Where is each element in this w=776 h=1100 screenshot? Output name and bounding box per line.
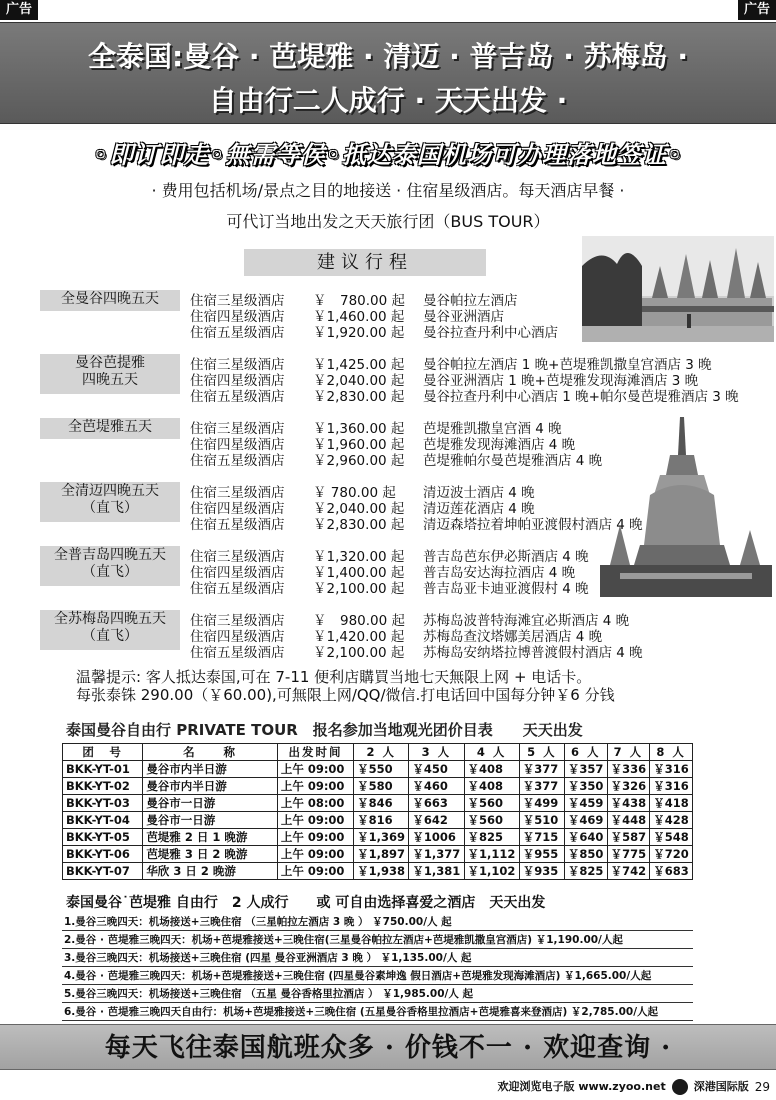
table-cell: ￥1,381 — [409, 863, 464, 880]
table-cell: ￥720 — [650, 846, 693, 863]
banner-line-2: 自由行二人成行 · 天天出发 · — [208, 84, 568, 117]
table-cell: ￥377 — [519, 761, 564, 778]
package-row: 住宿三星级酒店 ￥1,360.00 起 芭堤雅凯撒皇宫酒 4 晚 — [190, 421, 562, 437]
table-cell: ￥580 — [354, 778, 409, 795]
ad-tag-left: 广告 — [0, 0, 38, 20]
table-cell: ￥742 — [607, 863, 650, 880]
table-cell: 曼谷市一日游 — [143, 795, 278, 812]
package-rows-chiangmai — [190, 485, 643, 533]
package-name: 全苏梅岛四晚五天 — [54, 611, 166, 627]
table-cell: ￥1,102 — [464, 863, 519, 880]
table-cell: ￥642 — [409, 812, 464, 829]
table-cell: BKK-YT-05 — [63, 829, 143, 846]
table-row — [63, 863, 693, 880]
selection-title: 泰国曼谷˙芭堤雅 自由行 2 人成行 或 可自由选择喜爱之酒店 天天出发 — [66, 895, 546, 911]
package-row: 住宿五星级酒店 ￥2,830.00 起 曼谷拉查丹利中心酒店 1 晚+帕尔曼芭堤雅酒店 3 晚 — [190, 389, 739, 405]
table-row — [63, 829, 693, 846]
table-cell: BKK-YT-03 — [63, 795, 143, 812]
table-cell: BKK-YT-02 — [63, 778, 143, 795]
option-line-2: 2.曼谷 · 芭堤雅三晚四天：机场+芭堤雅接送+三晚住宿(三星曼谷帕拉左酒店+芭堤雅凯撒皇宫酒店) ￥1,190.00/人起 — [62, 932, 693, 949]
slogan: ◦即订即走◦無需等侯◦抵达泰国机场可办理落地签证◦ — [92, 141, 684, 169]
table-cell: ￥1,377 — [409, 846, 464, 863]
table-cell: ￥548 — [650, 829, 693, 846]
table-header-cell: 2 人 — [354, 744, 409, 761]
package-name: 全芭堤雅五天 — [68, 419, 152, 435]
table-header-cell: 4 人 — [464, 744, 519, 761]
table-cell: ￥499 — [519, 795, 564, 812]
edition-name: 深港国际版 — [693, 1080, 749, 1093]
table-cell: ￥825 — [464, 829, 519, 846]
option-line-1: 1.曼谷三晚四天：机场接送+三晚住宿 （三星帕拉左酒店 3 晚 ） ￥750.00/人 起 — [62, 914, 693, 931]
package-label-pattaya — [40, 418, 180, 439]
package-row: 住宿三星级酒店 ￥ 980.00 起 苏梅岛波普特海滩宜必斯酒店 4 晚 — [190, 613, 630, 629]
table-cell: 上午 09:00 — [277, 829, 353, 846]
publication-footer — [498, 1078, 771, 1096]
table-cell: ￥428 — [650, 812, 693, 829]
option-line-4: 4.曼谷 · 芭堤雅三晚四天：机场+芭堤雅接送+三晚住宿 (四星曼谷素坤逸 假日酒店+芭堤雅发现海滩酒店) ￥1,665.00/人起 — [62, 968, 693, 985]
temple-photo — [582, 236, 774, 342]
table-cell: ￥469 — [564, 812, 607, 829]
welcome-text: 欢迎浏览电子版 www.zyoo.net — [497, 1080, 666, 1093]
table-cell: ￥1,369 — [354, 829, 409, 846]
package-sub: 四晚五天 — [82, 372, 138, 388]
table-cell: ￥510 — [519, 812, 564, 829]
package-label-bangkok — [40, 290, 180, 311]
table-header-cell: 6 人 — [564, 744, 607, 761]
table-cell: ￥640 — [564, 829, 607, 846]
tour-price-table — [62, 743, 693, 880]
package-rows-bangkok — [190, 293, 558, 341]
table-cell: ￥357 — [564, 761, 607, 778]
package-label-bangkok-pattaya — [40, 354, 180, 394]
package-label-chiangmai — [40, 482, 180, 522]
package-row: 住宿四星级酒店 ￥1,460.00 起 曼谷亚洲酒店 — [190, 309, 504, 325]
table-cell: BKK-YT-06 — [63, 846, 143, 863]
table-cell: 曼谷市内半日游 — [143, 778, 278, 795]
package-row: 住宿三星级酒店 ￥1,320.00 起 普吉岛芭东伊必斯酒店 4 晚 — [190, 549, 589, 565]
ad-tag-right: 广告 — [738, 0, 776, 20]
package-row: 住宿三星级酒店 ￥ 780.00 起 曼谷帕拉左酒店 — [190, 293, 518, 309]
package-rows-phuket — [190, 549, 589, 597]
table-cell: ￥1,897 — [354, 846, 409, 863]
table-cell: ￥418 — [650, 795, 693, 812]
package-name: 全普吉岛四晚五天 — [54, 547, 166, 563]
table-cell: ￥955 — [519, 846, 564, 863]
table-cell: 曼谷市内半日游 — [143, 761, 278, 778]
table-cell: ￥1,938 — [354, 863, 409, 880]
publisher-logo-icon — [672, 1079, 688, 1095]
package-row: 住宿四星级酒店 ￥1,400.00 起 普吉岛安达海拉酒店 4 晚 — [190, 565, 576, 581]
table-cell: 曼谷市一日游 — [143, 812, 278, 829]
table-header-cell: 出发时间 — [277, 744, 353, 761]
table-cell: ￥459 — [564, 795, 607, 812]
banner-line-1: 全泰国:曼谷 · 芭堤雅 · 清迈 · 普吉岛 · 苏梅岛 · — [87, 40, 689, 73]
table-header-row — [63, 744, 693, 761]
table-cell: ￥663 — [409, 795, 464, 812]
table-row — [63, 795, 693, 812]
info-line-1: · 费用包括机场/景点之目的地接送 · 住宿星级酒店。每天酒店早餐 · — [151, 181, 625, 200]
table-row — [63, 778, 693, 795]
package-label-samui — [40, 610, 180, 650]
table-header-cell: 7 人 — [607, 744, 650, 761]
table-cell: ￥350 — [564, 778, 607, 795]
package-sub: （直飞） — [82, 628, 138, 644]
package-row: 住宿三星级酒店 ￥ 780.00 起 清迈波士酒店 4 晚 — [190, 485, 535, 501]
package-row: 住宿五星级酒店 ￥2,100.00 起 普吉岛亚卡迪亚渡假村 4 晚 — [190, 581, 589, 597]
table-cell: BKK-YT-04 — [63, 812, 143, 829]
table-cell: ￥846 — [354, 795, 409, 812]
package-rows-bangkok-pattaya — [190, 357, 739, 405]
table-cell: ￥935 — [519, 863, 564, 880]
table-header-cell: 8 人 — [650, 744, 693, 761]
package-name: 全清迈四晚五天 — [61, 483, 159, 499]
table-cell: BKK-YT-07 — [63, 863, 143, 880]
table-header-cell: 3 人 — [409, 744, 464, 761]
package-row: 住宿三星级酒店 ￥1,425.00 起 曼谷帕拉左酒店 1 晚+芭堤雅凯撒皇宫酒店 3 晚 — [190, 357, 712, 373]
option-line-5: 5.曼谷三晚四天：机场接送+三晚住宿 （五星 曼谷香格里拉酒店 ） ￥1,985.00/人 起 — [62, 986, 693, 1003]
page-number: 29 — [754, 1080, 770, 1094]
table-cell: ￥377 — [519, 778, 564, 795]
package-sub: （直飞） — [82, 564, 138, 580]
table-cell: ￥850 — [564, 846, 607, 863]
package-name: 曼谷芭提雅 — [75, 355, 145, 371]
package-rows-pattaya — [190, 421, 602, 469]
table-cell: BKK-YT-01 — [63, 761, 143, 778]
table-cell: 上午 09:00 — [277, 761, 353, 778]
table-cell: ￥816 — [354, 812, 409, 829]
info-line-2: 可代订当地出发之天天旅行团（BUS TOUR） — [226, 212, 550, 231]
tip-note — [76, 668, 615, 704]
package-row: 住宿四星级酒店 ￥2,040.00 起 清迈莲花酒店 4 晚 — [190, 501, 535, 517]
table-cell: 上午 09:00 — [277, 812, 353, 829]
itinerary-heading: 建议行程 — [244, 249, 486, 276]
table-cell: ￥1006 — [409, 829, 464, 846]
table-cell: 上午 09:00 — [277, 863, 353, 880]
table-cell: ￥715 — [519, 829, 564, 846]
package-name: 全曼谷四晚五天 — [61, 291, 159, 307]
table-cell: ￥336 — [607, 761, 650, 778]
table-cell: ￥775 — [607, 846, 650, 863]
table-row — [63, 846, 693, 863]
table-row — [63, 761, 693, 778]
option-line-6: 6.曼谷 · 芭堤雅三晚四天自由行：机场+芭堤雅接送+三晚住宿 (五星曼谷香格里拉酒店+芭堤雅喜来登酒店) ￥2,785.00/人起 — [62, 1004, 693, 1021]
tour-table-title: 泰国曼谷自由行 PRIVATE TOUR 报名参加当地观光团价目表 天天出发 — [66, 721, 583, 739]
table-cell: ￥550 — [354, 761, 409, 778]
table-cell: ￥448 — [607, 812, 650, 829]
table-cell: ￥316 — [650, 778, 693, 795]
table-cell: ￥825 — [564, 863, 607, 880]
package-row: 住宿五星级酒店 ￥1,920.00 起 曼谷拉查丹利中心酒店 — [190, 325, 558, 341]
table-cell: ￥1,112 — [464, 846, 519, 863]
package-row: 住宿五星级酒店 ￥2,830.00 起 清迈森塔拉着坤帕亚渡假村酒店 4 晚 — [190, 517, 643, 533]
table-cell: 华欣 3 日 2 晚游 — [143, 863, 278, 880]
table-cell: ￥408 — [464, 761, 519, 778]
table-cell: ￥460 — [409, 778, 464, 795]
package-label-phuket — [40, 546, 180, 586]
table-cell: ￥438 — [607, 795, 650, 812]
table-cell: ￥683 — [650, 863, 693, 880]
table-cell: ￥408 — [464, 778, 519, 795]
footer-slogan: 每天飞往泰国航班众多 · 价钱不一 · 欢迎查询 · — [0, 1024, 776, 1070]
table-cell: ￥560 — [464, 795, 519, 812]
package-rows-samui — [190, 613, 643, 661]
table-cell: 芭堤雅 2 日 1 晚游 — [143, 829, 278, 846]
package-row: 住宿五星级酒店 ￥2,100.00 起 苏梅岛安纳塔拉博普渡假村酒店 4 晚 — [190, 645, 643, 661]
table-cell: 上午 09:00 — [277, 778, 353, 795]
tip-line-2: 每张泰铢 290.00（￥60.00),可無限上网/QQ/微信.打电话回中国每分钟￥6 分钱 — [76, 686, 615, 704]
table-cell: ￥450 — [409, 761, 464, 778]
table-row — [63, 812, 693, 829]
option-line-3: 3.曼谷三晚四天：机场接送+三晚住宿 (四星 曼谷亚洲酒店 3 晚 ） ￥1,135.00/人 起 — [62, 950, 693, 967]
table-cell: 上午 08:00 — [277, 795, 353, 812]
package-row: 住宿四星级酒店 ￥2,040.00 起 曼谷亚洲酒店 1 晚+芭堤雅发现海滩酒店 3 晚 — [190, 373, 699, 389]
table-cell: 芭堤雅 3 日 2 晚游 — [143, 846, 278, 863]
table-cell: ￥316 — [650, 761, 693, 778]
table-header-cell: 团 号 — [63, 744, 143, 761]
table-cell: ￥587 — [607, 829, 650, 846]
table-cell: ￥560 — [464, 812, 519, 829]
table-cell: 上午 09:00 — [277, 846, 353, 863]
table-cell: ￥326 — [607, 778, 650, 795]
package-sub: （直飞） — [82, 500, 138, 516]
table-header-cell: 名 称 — [143, 744, 278, 761]
package-row: 住宿五星级酒店 ￥2,960.00 起 芭堤雅帕尔曼芭堤雅酒店 4 晚 — [190, 453, 603, 469]
title-banner — [0, 22, 776, 124]
package-row: 住宿四星级酒店 ￥1,420.00 起 苏梅岛查汶塔娜美居酒店 4 晚 — [190, 629, 603, 645]
table-header-cell: 5 人 — [519, 744, 564, 761]
tip-line-1: 温馨提示: 客人抵达泰国,可在 7-11 便利店購買当地七天無限上网 + 电话卡。 — [76, 668, 592, 686]
package-row: 住宿四星级酒店 ￥1,960.00 起 芭堤雅发现海滩酒店 4 晚 — [190, 437, 576, 453]
